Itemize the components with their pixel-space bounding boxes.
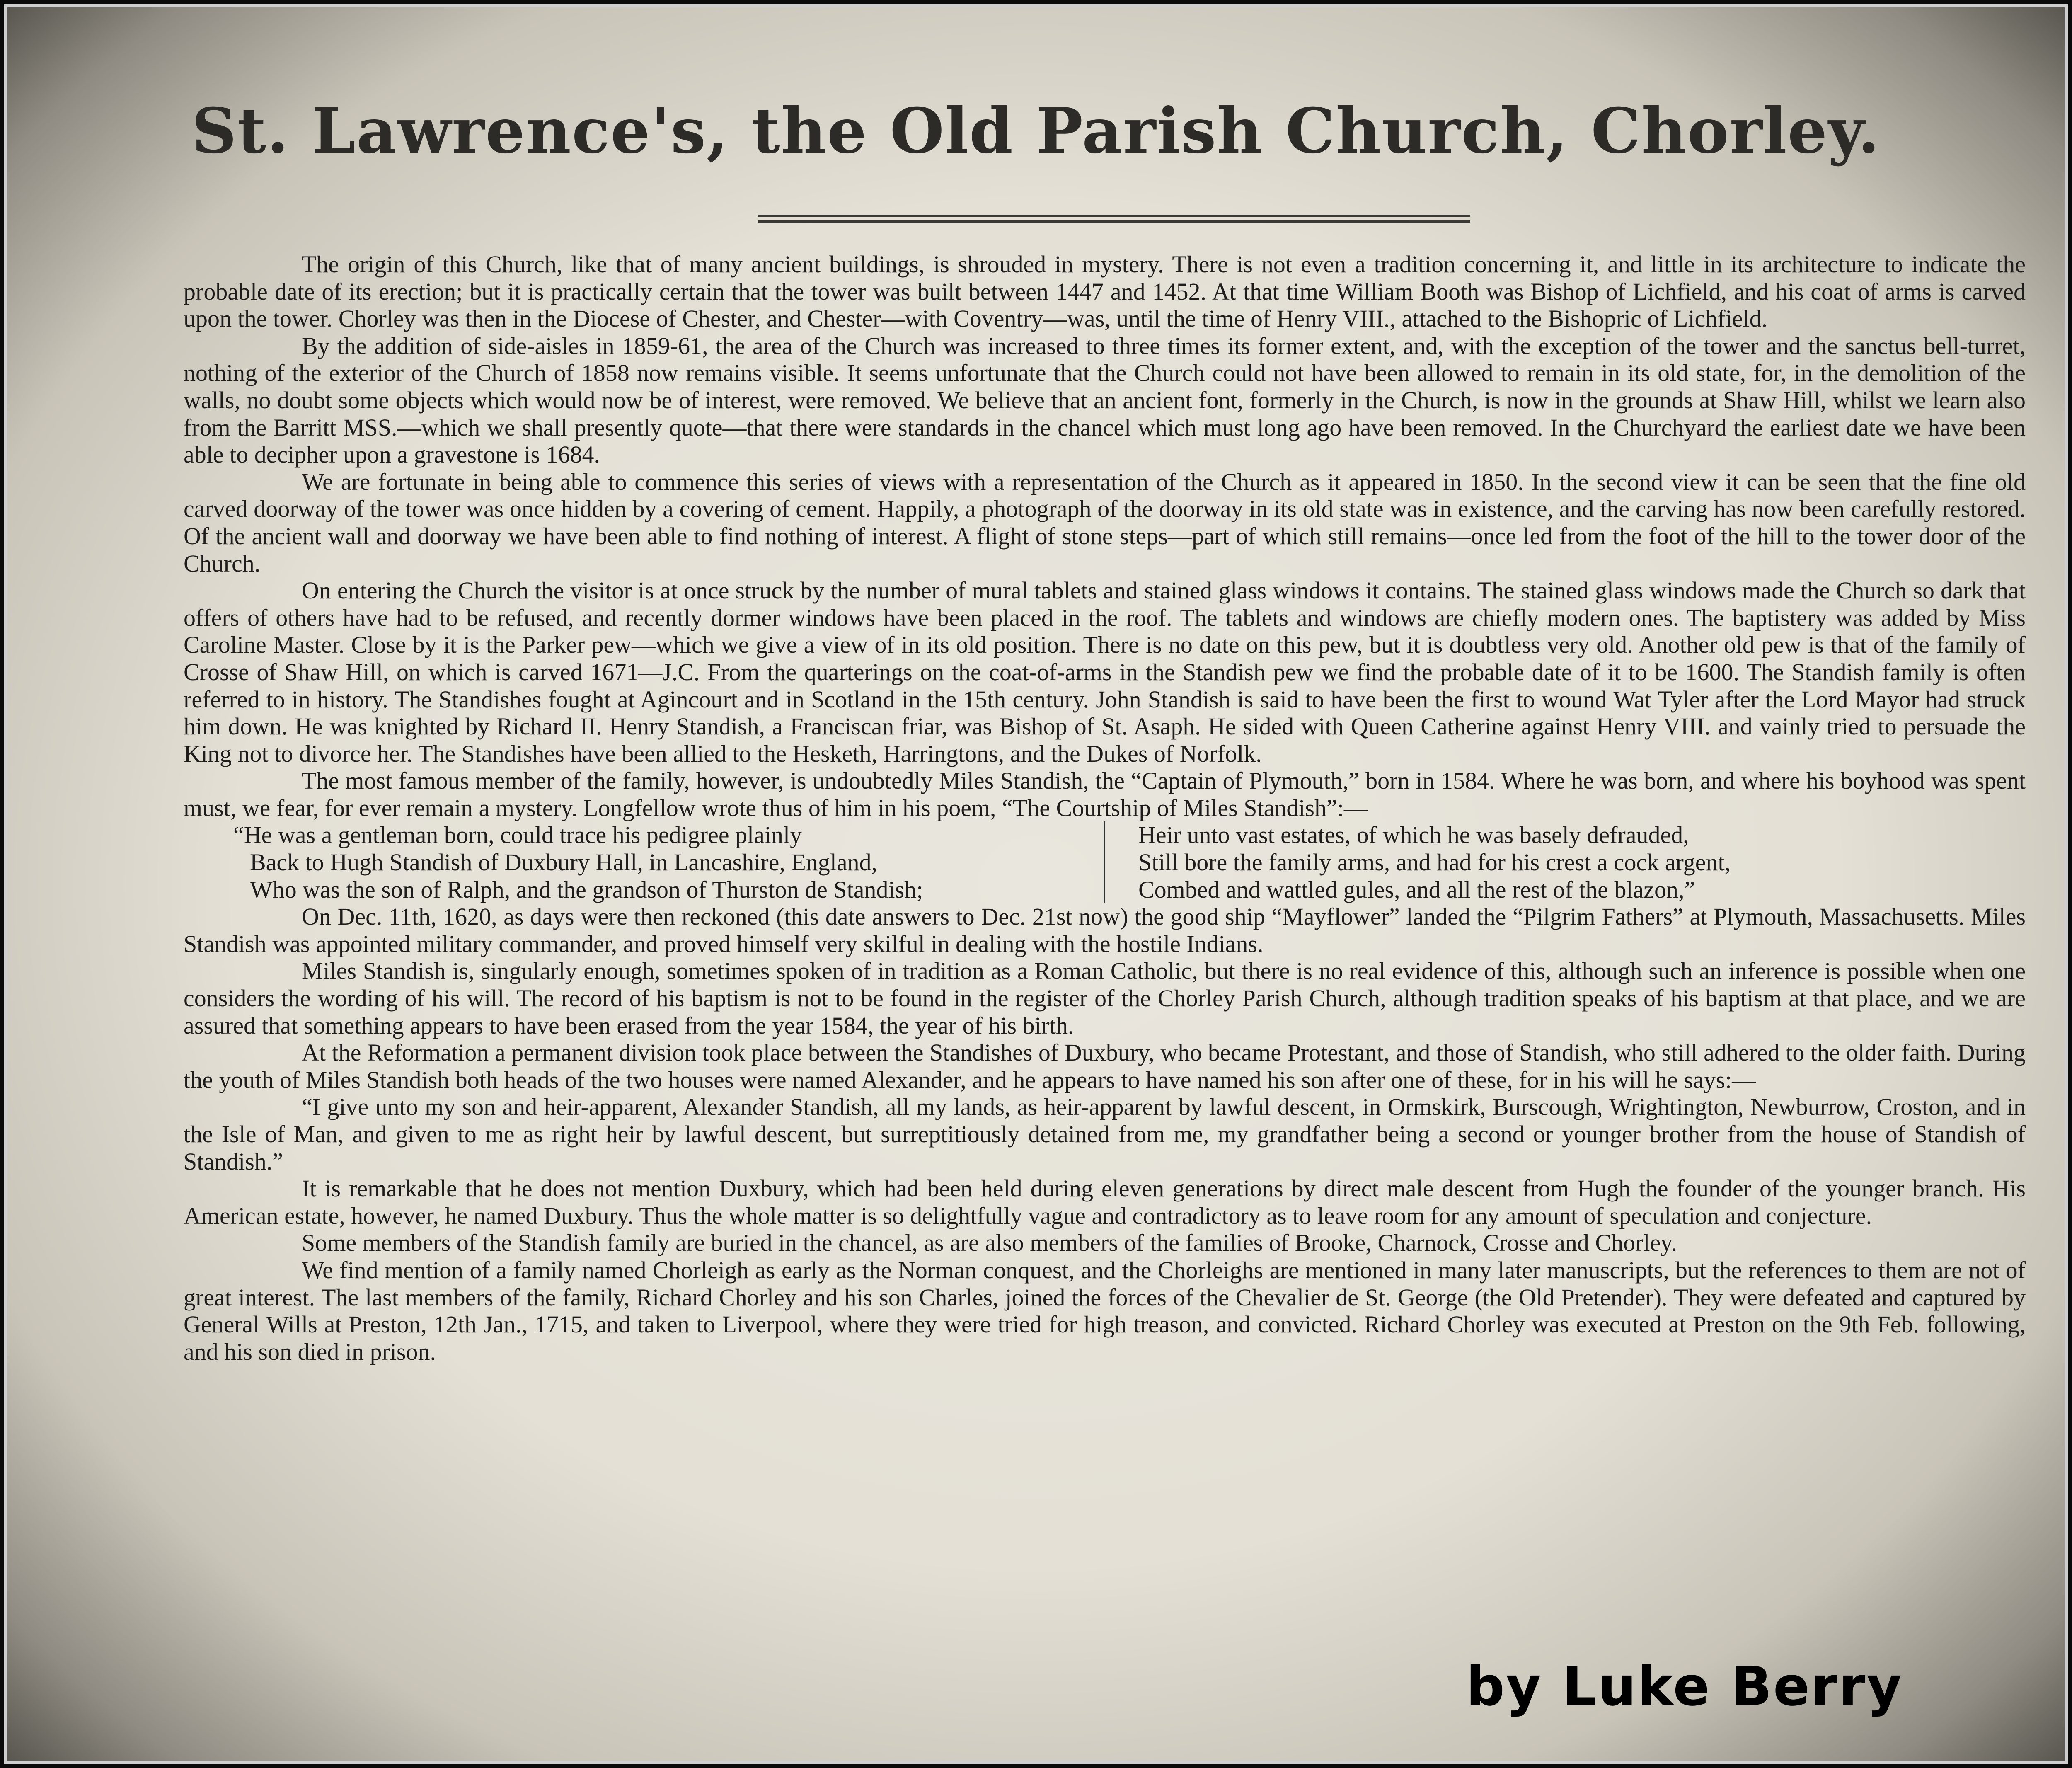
paragraph: At the Reformation a permanent division took place between the Standishes of Duxbury, who became Protestant, and those of Standish, who still adhered to the older faith. During the youth of Miles Standish both heads of the two houses were named Alexander, and he appears to have named his son after one of these, for in his will he says:— xyxy=(184,1039,2026,1093)
page-frame xyxy=(4,4,2068,1764)
paragraph: By the addition of side-aisles in 1859-61, the area of the Church was increased to three times its former extent, and, with the exception of the tower and the sanctus bell-turret, nothing of the exterior of the Church of 1858 now remains visible. It seems unfortunate that the Church could not have been allowed to remain in its old state, for, in the demolition of the walls, no doubt some objects which would now be of interest, were removed. We believe that an ancient font, formerly in the Church, is now in the grounds at Shaw Hill, whilst we learn also from the Barritt MSS.—which we shall presently quote—that there were standards in the chancel which must long ago have been removed. In the Churchyard the earliest date we have been able to decipher upon a gravestone is 1684. xyxy=(184,332,2026,468)
paragraph: We find mention of a family named Chorleigh as early as the Norman conquest, and the Chorleighs are mentioned in many later manuscripts, but the references to them are not of great interest. The last members of the family, Richard Chorley and his son Charles, joined the forces of the Chevalier de St. George (the Old Pretender). They were defeated and captured by General Wills at Preston, 12th Jan., 1715, and taken to Liverpool, where they were tried for high treason, and convicted. Richard Chorley was executed at Preston on the 9th Feb. following, and his son died in prison. xyxy=(184,1256,2026,1365)
poem-quote xyxy=(184,821,2026,903)
poem-column-left xyxy=(184,821,1104,903)
paragraph: On entering the Church the visitor is at once struck by the number of mural tablets and stained glass windows it contains. The stained glass windows made the Church so dark that offers of others have had to be refused, and recently dormer windows have been placed in the roof. The tablets and windows are chiefly modern ones. The baptistery was added by Miss Caroline Master. Close by it is the Parker pew—which we give a view of in its old position. There is no date on this pew, but it is doubtless very old. Another old pew is that of the family of Crosse of Shaw Hill, on which is carved 1671—J.C. From the quarterings on the coat-of-arms in the Standish pew we find the probable date of it to be 1600. The Standish family is often referred to in history. The Standishes fought at Agincourt and in Scotland in the 15th century. John Standish is said to have been the first to wound Wat Tyler after the Lord Mayor had struck him down. He was knighted by Richard II. Henry Standish, a Franciscan friar, was Bishop of St. Asaph. He sided with Queen Catherine against Henry VIII. and vainly tried to persuade the King not to divorce her. The Standishes have been allied to the Hesketh, Harringtons, and the Dukes of Norfolk. xyxy=(184,577,2026,767)
page-title: St. Lawrence's, the Old Parish Church, Chorley. xyxy=(191,94,1881,167)
poem-line: Back to Hugh Standish of Duxbury Hall, in Lancashire, England, xyxy=(250,849,878,876)
poem-line: Combed and wattled gules, and all the rest of the blazon,” xyxy=(1138,876,1695,903)
paragraph: Some members of the Standish family are buried in the chancel, as are also members of the families of Brooke, Charnock, Crosse and Chorley. xyxy=(302,1229,1677,1257)
article-body xyxy=(184,251,2026,1365)
poem-line: Heir unto vast estates, of which he was basely defrauded, xyxy=(1138,821,1689,849)
title-rule-bottom xyxy=(758,220,1470,223)
paragraph: On Dec. 11th, 1620, as days were then reckoned (this date answers to Dec. 21st now) the good ship “Mayflower” landed the “Pilgrim Fathers” at Plymouth, Massachusetts. Miles Standish was appointed military commander, and proved himself very skilful in dealing with the hostile Indians. xyxy=(184,903,2026,957)
title-rule-top xyxy=(758,215,1470,217)
poem-column-right xyxy=(1104,821,2026,903)
paragraph: We are fortunate in being able to commence this series of views with a representation of the Church as it appeared in 1850. In the second view it can be seen that the fine old carved doorway of the tower was once hidden by a covering of cement. Happily, a photograph of the doorway in its old state was in existence, and the carving has now been carefully restored. Of the ancient wall and doorway we have been able to find nothing of interest. A flight of stone steps—part of which still remains—once led from the foot of the hill to the tower door of the Church. xyxy=(184,468,2026,577)
author-byline: by Luke Berry xyxy=(1466,1655,1903,1718)
paragraph: It is remarkable that he does not mention Duxbury, which had been held during eleven generations by direct male descent from Hugh the founder of the younger branch. His American estate, however, he named Duxbury. Thus the whole matter is so delightfully vague and contradictory as to leave room for any amount of speculation and conjecture. xyxy=(184,1175,2026,1229)
paragraph: Miles Standish is, singularly enough, sometimes spoken of in tradition as a Roman Catholic, but there is no real evidence of this, although such an inference is possible when one considers the wording of his will. The record of his baptism is not to be found in the register of the Chorley Parish Church, although tradition speaks of his baptism at that place, and we are assured that something appears to have been erased from the year 1584, the year of his birth. xyxy=(184,957,2026,1039)
paragraph: The origin of this Church, like that of many ancient buildings, is shrouded in mystery. There is not even a tradition concerning it, and little in its architecture to indicate the probable date of its erection; but it is practically certain that the tower was built between 1447 and 1452. At that time William Booth was Bishop of Lichfield, and his coat of arms is carved upon the tower. Chorley was then in the Diocese of Chester, and Chester—with Coventry—was, until the time of Henry VIII., attached to the Bishopric of Lichfield. xyxy=(184,251,2026,332)
poem-line: Still bore the family arms, and had for his crest a cock argent, xyxy=(1138,849,1731,876)
paragraph: “I give unto my son and heir-apparent, Alexander Standish, all my lands, as heir-apparent by lawful descent, in Ormskirk, Burscough, Wrightington, Newburrow, Croston, and in the Isle of Man, and given to me as right heir by lawful descent, but surreptitiously detained from me, my grandfather being a second or younger brother from the house of Standish of Standish.” xyxy=(184,1093,2026,1175)
poem-line: Who was the son of Ralph, and the grandson of Thurston de Standish; xyxy=(250,876,923,903)
paragraph: The most famous member of the family, however, is undoubtedly Miles Standish, the “Captain of Plymouth,” born in 1584. Where he was born, and where his boyhood was spent must, we fear, for ever remain a mystery. Longfellow wrote thus of him in his poem, “The Courtship of Miles Standish”:— xyxy=(184,767,2026,821)
poem-line: “He was a gentleman born, could trace his pedigree plainly xyxy=(233,821,802,849)
